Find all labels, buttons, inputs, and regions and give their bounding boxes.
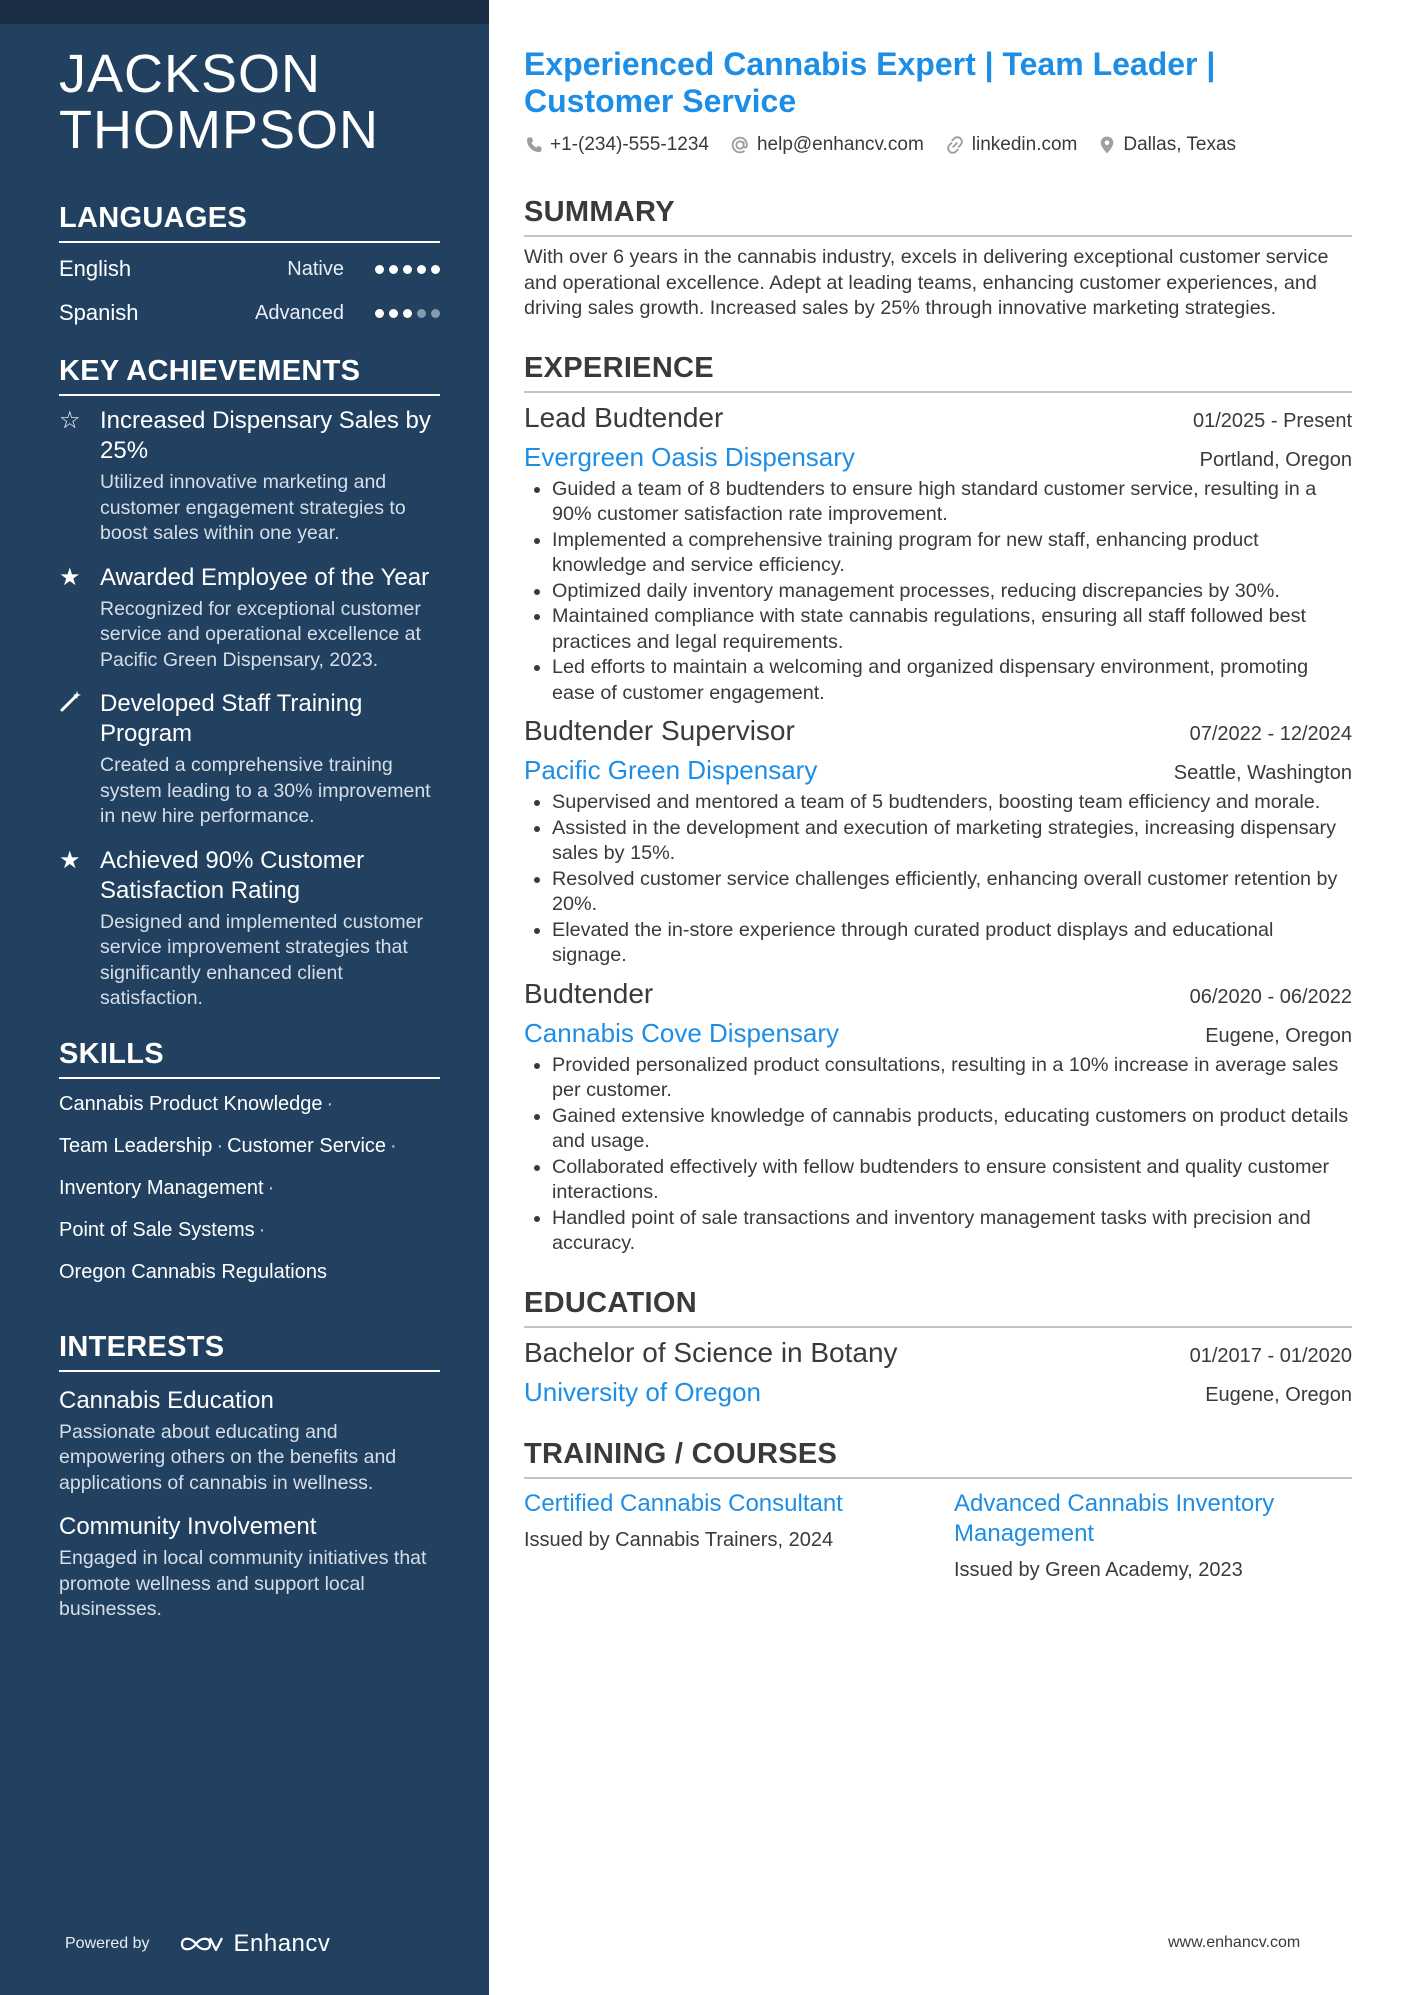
phone-text: +1-(234)-555-1234 <box>550 134 709 155</box>
course-title: Advanced Cannabis Inventory Management <box>954 1489 1275 1547</box>
sidebar <box>0 0 489 1995</box>
achievement-title: Developed Staff Training Program <box>100 690 363 747</box>
education-dates: 01/2017 - 01/2020 <box>1189 1344 1352 1367</box>
job-dates: 06/2020 - 06/2022 <box>1189 985 1352 1008</box>
bullet-item: • Led efforts to maintain a welcoming and organized dispensary environment, promoting ease of customer engagement. <box>552 655 1352 706</box>
job-bullets <box>524 790 1352 969</box>
job-title: Budtender <box>524 977 654 1009</box>
email-contact[interactable] <box>729 134 924 156</box>
proficiency-dots <box>375 265 440 274</box>
location-text: Dallas, Texas <box>1123 134 1237 155</box>
summary-heading: SUMMARY <box>524 194 1352 237</box>
course-title: Certified Cannabis Consultant <box>524 1489 843 1517</box>
training-section <box>524 1436 1352 1583</box>
link-icon <box>944 134 966 156</box>
star-outline-icon: ☆ <box>59 407 81 434</box>
candidate-name <box>59 46 440 158</box>
education-section <box>524 1285 1352 1412</box>
bullet-item: • Guided a team of 8 budtenders to ensure high standard customer service, resulting in a 90% customer satisfaction rate improvement. <box>552 477 1352 528</box>
language-level: Native <box>287 257 344 280</box>
dot-filled <box>375 309 384 318</box>
dot-empty <box>417 309 426 318</box>
job-bullets <box>524 1053 1352 1257</box>
skills-heading: SKILLS <box>59 1036 440 1079</box>
course-item <box>524 1489 954 1583</box>
course-item <box>954 1489 1344 1583</box>
experience-heading: EXPERIENCE <box>524 350 1352 393</box>
achievements-heading: KEY ACHIEVEMENTS <box>59 353 440 396</box>
achievement-desc: Designed and implemented customer service improvement strategies that significantly enhanced client satisfaction. <box>100 910 424 1009</box>
powered-by-label: Powered by <box>65 1935 150 1952</box>
job-title: Budtender Supervisor <box>524 715 795 746</box>
website-link[interactable]: www.enhancv.com <box>1168 1934 1301 1951</box>
job-dates: 07/2022 - 12/2024 <box>1189 723 1352 745</box>
interest-title: Community Involvement <box>59 1513 317 1540</box>
skills-section: SKILLS Cannabis Product Knowledge · Team Leadership · Customer Service · Inventory Management · Point of Sale Systems · Oregon Cannabis Regulations <box>59 1036 440 1293</box>
language-level: Advanced <box>255 301 344 324</box>
achievement-item <box>59 846 440 1012</box>
interests-heading: INTERESTS <box>59 1329 440 1372</box>
name-last: THOMPSON <box>59 100 380 160</box>
languages-section <box>59 200 440 335</box>
phone-icon <box>524 135 544 155</box>
training-heading: TRAINING / COURSES <box>524 1436 1352 1479</box>
course-issuer: Issued by Green Academy, 2023 <box>954 1558 1243 1581</box>
location-contact <box>1097 134 1236 156</box>
interest-desc: Passionate about educating and empowering others on the benefits and applications of cannabis in wellness. <box>59 1420 397 1494</box>
degree: Bachelor of Science in Botany <box>524 1336 898 1368</box>
job-location: Eugene, Oregon <box>1205 1024 1352 1047</box>
bullet-item: • Handled point of sale transactions and inventory management tasks with precision and accuracy. <box>552 1206 1352 1257</box>
company-name: Pacific Green Dispensary <box>524 755 818 785</box>
proficiency-dots <box>375 309 440 318</box>
magic-wand-icon <box>59 689 100 830</box>
job-location: Seattle, Washington <box>1173 762 1352 784</box>
bullet-item: • Assisted in the development and execution of marketing strategies, increasing dispensary sales by 15%. <box>552 816 1352 867</box>
enhancv-brand: Enhancv <box>233 1930 331 1957</box>
summary-text: With over 6 years in the cannabis industry, excels in delivering exceptional customer service and operational excellence. Adept at leading teams, enhancing customer experiences, and driving sales growth. Increased sales by 25% through innovative marketing strategies. <box>524 246 1329 319</box>
magic-wand-icon-svg <box>59 689 83 713</box>
language-name: English <box>59 256 132 281</box>
dot-empty <box>431 309 440 318</box>
email-text: help@enhancv.com <box>756 134 924 155</box>
bullet-item: • Supervised and mentored a team of 5 budtenders, boosting team efficiency and morale. <box>552 790 1352 816</box>
dot-filled <box>375 265 384 274</box>
dot-filled <box>417 265 426 274</box>
achievement-desc: Utilized innovative marketing and customer engagement strategies to boost sales within one year. <box>100 471 406 544</box>
language-row <box>59 247 440 291</box>
job-entry <box>524 399 1352 707</box>
bullet-item: • Resolved customer service challenges efficiently, enhancing overall customer retention by 20%. <box>552 867 1352 918</box>
language-name: Spanish <box>59 300 139 325</box>
star-filled-icon: ★ <box>59 846 81 874</box>
job-bullets <box>524 477 1352 707</box>
name-first: JACKSON <box>59 44 322 104</box>
interest-title: Cannabis Education <box>59 1386 274 1414</box>
achievements-section <box>59 353 440 1012</box>
dot-filled <box>431 265 440 274</box>
skill-tag: Point of Sale Systems <box>59 1218 255 1241</box>
dot-filled <box>403 265 412 274</box>
job-title: Lead Budtender <box>524 401 724 433</box>
achievement-item <box>59 406 440 547</box>
star-filled-icon: ★ <box>59 563 81 591</box>
interests-section <box>59 1329 440 1623</box>
job-entry <box>524 712 1352 969</box>
location-pin-icon <box>1097 134 1117 156</box>
dot-filled <box>403 309 412 318</box>
dot-filled <box>389 265 398 274</box>
skill-tag: Inventory Management <box>59 1176 264 1199</box>
skill-tag: Cannabis Product Knowledge <box>59 1092 323 1115</box>
interest-desc: Engaged in local community initiatives that promote wellness and support local businesses. <box>59 1547 427 1620</box>
education-entry <box>524 1334 1352 1412</box>
achievement-desc: Recognized for exceptional customer service and operational excellence at Pacific Green Dispensary, 2023. <box>100 597 421 671</box>
achievement-item <box>59 689 440 830</box>
company-name: Evergreen Oasis Dispensary <box>524 441 855 472</box>
achievement-title: Awarded Employee of the Year <box>100 563 430 591</box>
bullet-item: • Provided personalized product consultations, resulting in a 10% increase in average sales per customer. <box>552 1053 1352 1104</box>
language-row <box>59 291 440 335</box>
company-name: Cannabis Cove Dispensary <box>524 1017 840 1048</box>
experience-section <box>524 350 1352 1257</box>
linkedin-contact[interactable] <box>944 134 1078 156</box>
summary-section <box>524 194 1352 322</box>
powered-by <box>65 1930 330 1958</box>
school-location: Eugene, Oregon <box>1205 1383 1352 1406</box>
course-issuer: Issued by Cannabis Trainers, 2024 <box>524 1528 834 1551</box>
contact-bar <box>524 134 1352 156</box>
bullet-item: • Collaborated effectively with fellow budtenders to ensure consistent and quality customer interactions. <box>552 1155 1352 1206</box>
job-location: Portland, Oregon <box>1199 448 1352 471</box>
bullet-item: • Gained extensive knowledge of cannabis products, educating customers on product details and usage. <box>552 1104 1352 1155</box>
enhancv-logo[interactable] <box>178 1930 331 1958</box>
bullet-item: • Elevated the in-store experience through curated product displays and educational signage. <box>552 918 1352 969</box>
job-entry <box>524 975 1352 1257</box>
bullet-item: • Maintained compliance with state cannabis regulations, ensuring all staff followed best practices and legal requirements. <box>552 604 1352 655</box>
education-heading: EDUCATION <box>524 1285 1352 1328</box>
dot-filled <box>389 309 398 318</box>
phone-contact[interactable] <box>524 134 709 156</box>
skill-tag: Customer Service <box>227 1134 387 1157</box>
headline: Experienced Cannabis Expert | Team Leader | Customer Service <box>524 46 1216 119</box>
main-content <box>524 46 1352 1583</box>
job-dates: 01/2025 - Present <box>1193 409 1352 432</box>
skill-tag: Oregon Cannabis Regulations <box>59 1260 327 1283</box>
at-sign-icon <box>729 134 751 156</box>
languages-heading: LANGUAGES <box>59 200 440 243</box>
achievement-desc: Created a comprehensive training system leading to a 30% improvement in new hire performance. <box>100 754 431 827</box>
bullet-item: • Optimized daily inventory management processes, reducing discrepancies by 30%. <box>552 579 1352 605</box>
skill-tag: Team Leadership <box>59 1134 213 1157</box>
bullet-item: • Implemented a comprehensive training program for new staff, enhancing product knowledge and service efficiency. <box>552 528 1352 579</box>
achievement-title: Increased Dispensary Sales by 25% <box>100 407 431 464</box>
achievement-title: Achieved 90% Customer Satisfaction Rating <box>100 846 365 904</box>
achievement-item <box>59 563 440 674</box>
linkedin-text: linkedin.com <box>971 134 1078 155</box>
enhancv-logo-icon <box>178 1932 224 1956</box>
sidebar-top-strip <box>0 0 489 24</box>
school-name: University of Oregon <box>524 1376 761 1407</box>
